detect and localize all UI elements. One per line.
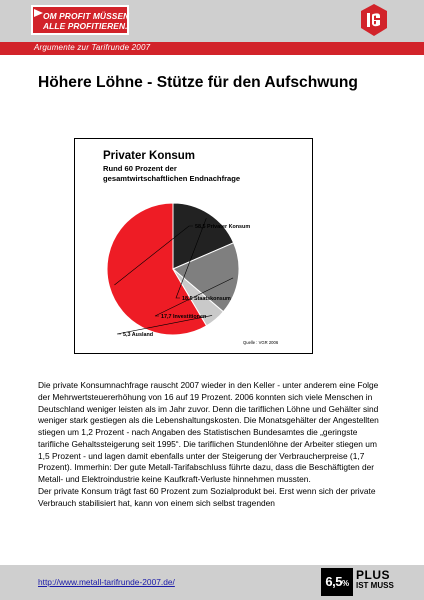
chart-source: Quelle : VGR 2006 [243,340,279,345]
pie-chart [74,138,313,354]
paragraph-1: Die private Konsumnachfrage rauscht 2007 wieder in den Keller - unter anderem eine Folge der Mehrwertsteuererhöhung von 16 auf 19 Prozent. 2006 konnten sich viele Menschen in Deutschland weniger leisten als im Jahr zuvor. Denn die tariflichen Löhne und Gehälter sind weniger stark gestiegen als die Lebenshaltungskosten. Die Monatsgehälter der Angestellten stiegen um 1,2 Prozent - nach Angaben des Statistischen Bundesamtes die „geringste tarifliche Gehaltssteigerung seit 1995“. Die tariflichen Stundenlöhne der Arbeiter stiegen um 1,5 Prozent - und lagen damit ebenfalls unter der Steigerung der Verbraucherpreise (1,7 Prozent). Immerhin: Der gute Metall-Tarifabschluss führte dazu, dass die Beschäftigten der Metall- und Elektroindustrie keine Kaufkraft-Verluste hinnehmen mussten. [38,380,379,484]
campaign-logo [31,5,129,35]
motto-line1: PLUS [356,568,391,582]
paragraph-2: Der private Konsum trägt fast 60 Prozent zum Sozialprodukt bei. Erst wenn sich der private Verbrauch stabilisiert hat, kann von einem sich selbst tragenden [38,485,376,508]
article-body [38,380,390,509]
motto-line2: IST MUSS [356,581,394,590]
campaign-logo-line2: ALLE PROFITIEREN. [43,21,128,31]
subtitle-bar [0,42,424,55]
chart-title: Privater Konsum [103,150,196,162]
slice-label-investments: 17,7 Investitionen [161,314,207,320]
pie-chart-svg [75,139,312,353]
page-title: Höhere Löhne - Stütze für den Aufschwung [38,74,358,91]
badge-number: 6,5 [325,574,342,589]
chart-subtitle-line2: gesamtwirtschaftlichen Endnachfrage [103,174,241,183]
footer-link[interactable]: http://www.metall-tarifrunde-2007.de/ [38,577,175,587]
igm-logo-icon [361,4,387,36]
slice-label-foreign: 5,3 Ausland [123,332,154,338]
arrow-icon [34,9,43,17]
percent-badge [321,568,353,596]
campaign-motto [356,569,396,591]
slice-label-government-consumption: 18,5 Staatskonsum [182,296,231,302]
footer-bar [0,565,424,600]
badge-percent: % [341,579,349,588]
subtitle-text: Argumente zur Tarifrunde 2007 [34,43,151,52]
top-banner [0,0,424,42]
slice-label-private-consumption: 58,5 Privater Konsum [195,224,251,230]
chart-subtitle-line1: Rund 60 Prozent der [103,164,177,173]
campaign-logo-line1: OM PROFIT MÜSSEN [43,11,130,21]
